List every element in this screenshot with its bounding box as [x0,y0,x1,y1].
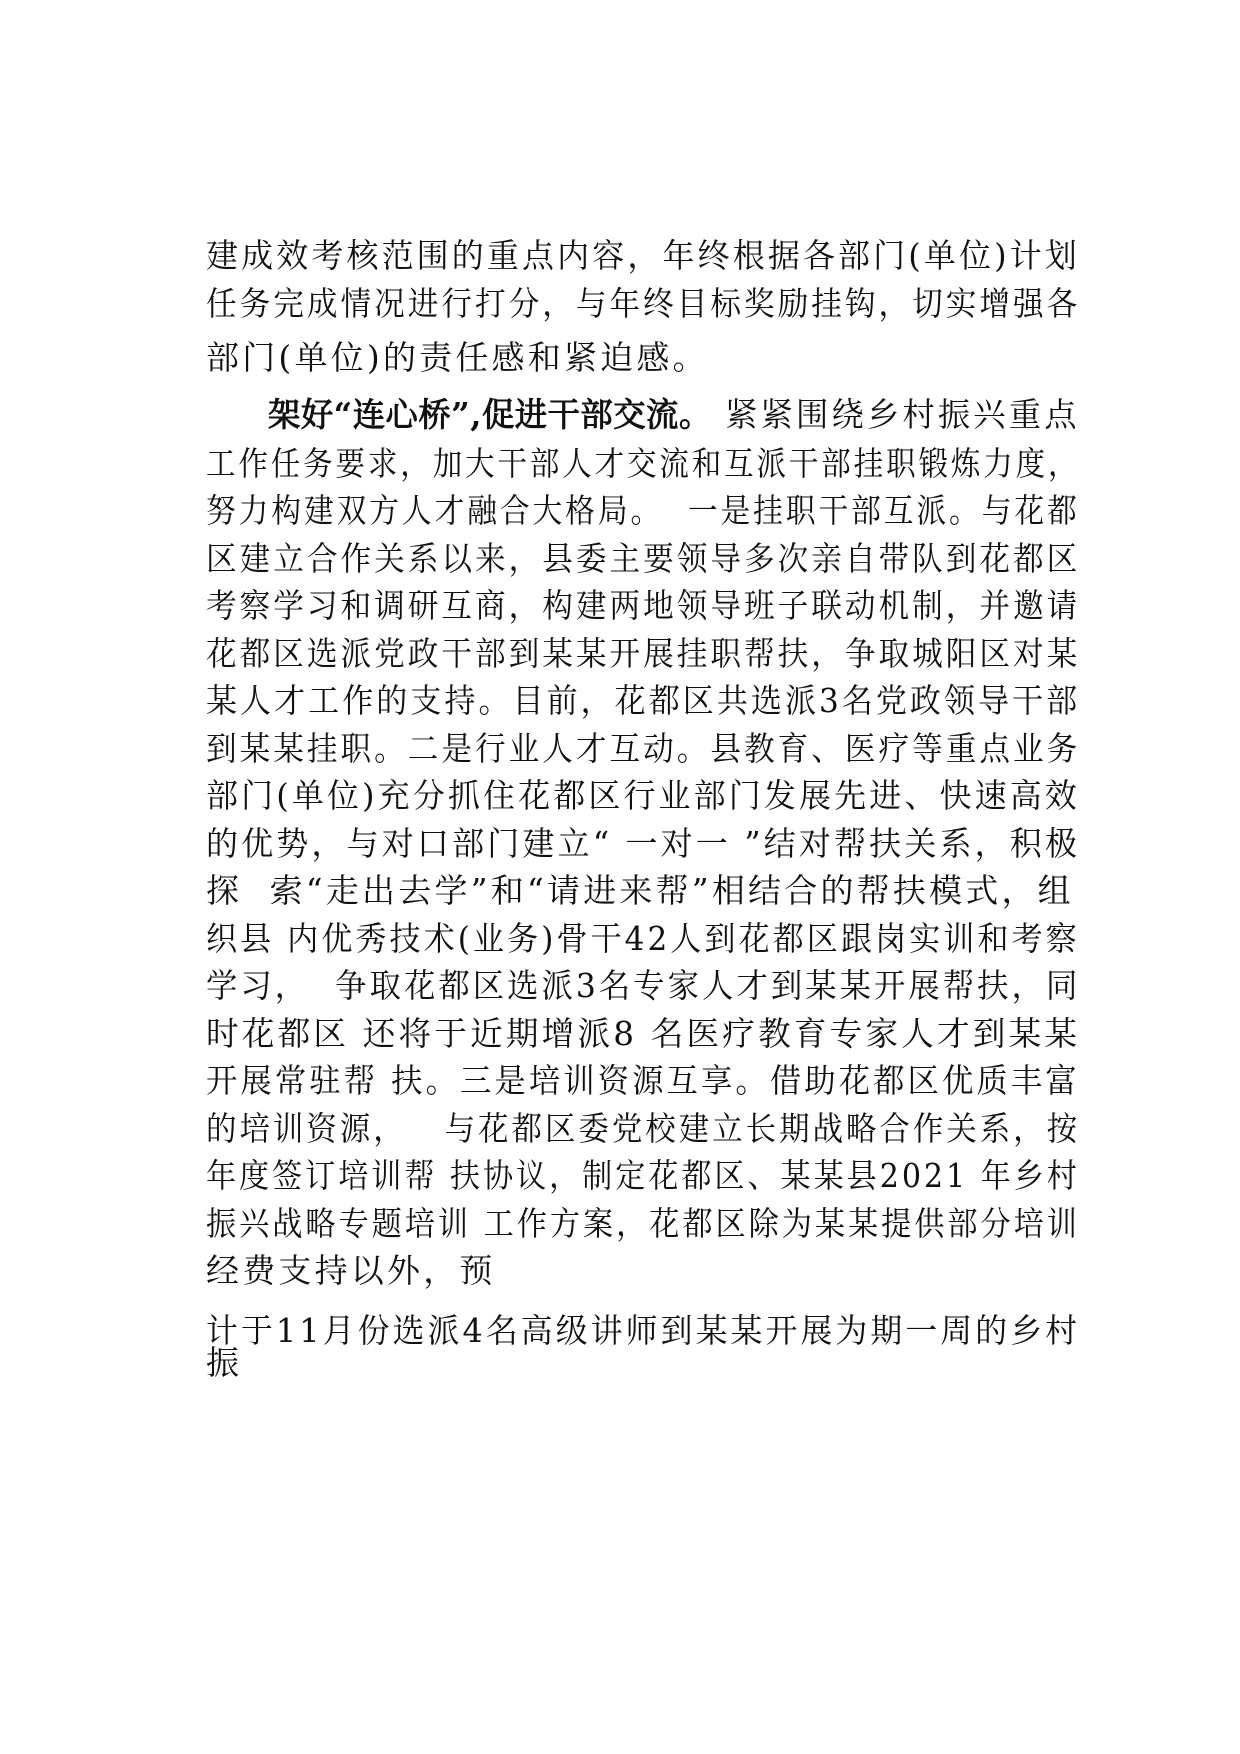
text-line: 某人才工作的支持。目前，花都区共选派3名党政领导干部 [206,681,1081,720]
section-heading: 架好“连心桥”,促进干部交流。 [268,395,712,434]
text-line: 经费支持以外，预 [206,1251,496,1290]
text-line: 区建立合作关系以来，县委主要领导多次亲自带队到花都区 [206,539,1081,578]
text-line: 任务完成情况进行打分，与年终目标奖励挂钩，切实增强各 [206,284,1081,323]
text-line: 考察学习和调研互商，构建两地领导班子联动机制，并邀请 [206,586,1081,625]
text-line: 部门(单位)充分抓住花都区行业部门发展先进、快速高效 [206,776,1080,815]
text-line: 工作任务要求，加大干部人才交流和互派干部挂职锻炼力度， [206,444,1081,483]
text-line: 时花都区 还将于近期增派8 名医疗教育专家人才到某某 [206,1014,1081,1053]
text-line: 花都区选派党政干部到某某开展挂职帮扶，争取城阳区对某 [206,634,1081,673]
text-line: 振兴战略专题培训 工作方案，花都区除为某某提供部分培训 [206,1204,1080,1243]
text-line-rest: 紧紧围绕乡村振兴重点 [711,395,1080,434]
text-line: 织县 内优秀技术(业务)骨干42人到花都区跟岗实训和考察 [206,919,1080,958]
text-line: 部门(单位)的责任感和紧迫感。 [206,338,709,377]
text-line: 到某某挂职。二是行业人才互动。县教育、医疗等重点业务 [206,729,1081,768]
text-line: 的优势，与对口部门建立“ 一对一 ”结对帮扶关系，积极 [206,824,1081,863]
text-line: 计于11月份选派4名高级讲师到某某开展为期一周的乡村 [206,1311,1081,1350]
text-line: 年度签订培训帮 扶协议，制定花都区、某某县2021 年乡村 [206,1156,1080,1195]
section-heading-line [268,395,1080,435]
text-line: 振 [206,1343,243,1382]
text-line: 开展常驻帮 扶。三是培训资源互享。借助花都区优质丰富 [206,1061,1080,1100]
text-line: 建成效考核范围的重点内容，年终根据各部门(单位)计划 [206,236,1080,275]
text-line: 探 索“走出去学”和“请进来帮”相结合的帮扶模式，组 [206,871,1074,910]
text-line: 学习， 争取花都区选派3名专家人才到某某开展帮扶，同 [206,966,1081,1005]
text-line: 的培训资源， 与花都区委党校建立长期战略合作关系，按 [206,1109,1081,1148]
text-line: 努力构建双方人才融合大格局。 一是挂职干部互派。与花都 [206,491,1080,530]
